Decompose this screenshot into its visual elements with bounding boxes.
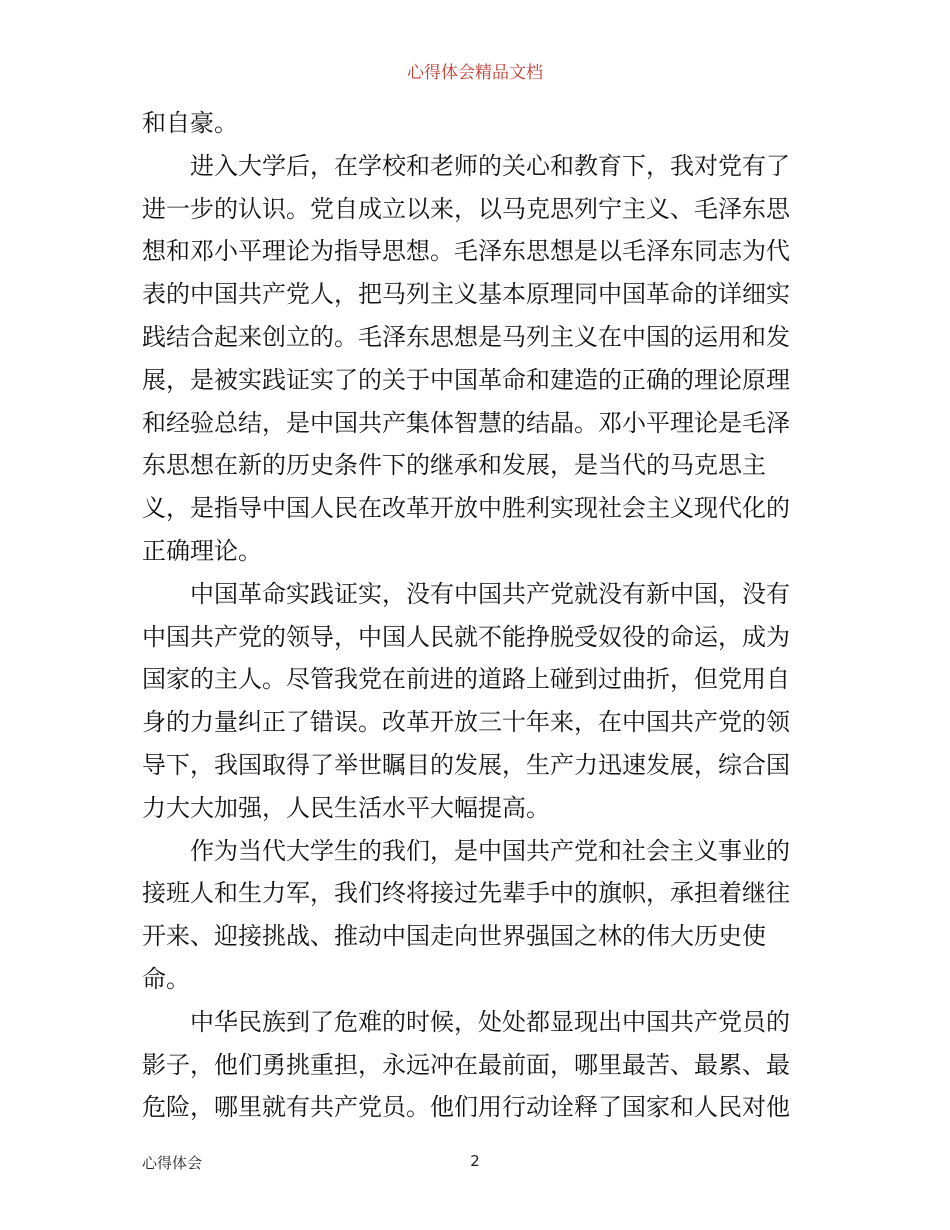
text-line: 危险，哪里就有共产党员。他们用行动诠释了国家和人民对他: [142, 1093, 790, 1122]
footer-label: 心得体会: [142, 1154, 203, 1172]
text-line: 作为当代大学生的我们，是中国共产党和社会主义事业的: [142, 836, 790, 865]
text-line: 影子，他们勇挑重担，永远冲在最前面，哪里最苦、最累、最: [142, 1050, 790, 1079]
text-line: 导下，我国取得了举世瞩目的发展，生产力迅速发展，综合国: [142, 750, 790, 779]
body-text: [142, 102, 812, 1129]
text-line: 想和邓小平理论为指导思想。毛泽东思想是以毛泽东同志为代: [142, 237, 790, 266]
text-line: 中国共产党的领导，中国人民就不能挣脱受奴役的命运，成为: [142, 622, 790, 651]
text-line: 开来、迎接挑战、推动中国走向世界强国之林的伟大历史使: [142, 922, 766, 951]
text-line: 表的中国共产党人，把马列主义基本原理同中国革命的详细实: [142, 280, 790, 309]
text-line: 中华民族到了危难的时候，处处都显现出中国共产党员的: [142, 1007, 790, 1036]
text-line: 接班人和生力军，我们终将接过先辈手中的旗帜，承担着继往: [142, 879, 790, 908]
text-line: 身的力量纠正了错误。改革开放三十年来，在中国共产党的领: [142, 708, 790, 737]
text-line: 展，是被实践证实了的关于中国革命和建造的正确的理论原理: [142, 365, 790, 394]
text-line: 中国革命实践证实，没有中国共产党就没有新中国，没有: [142, 579, 790, 608]
text-line: 和经验总结，是中国共产集体智慧的结晶。邓小平理论是毛泽: [142, 408, 790, 437]
text-line: 进入大学后，在学校和老师的关心和教育下，我对党有了: [142, 151, 790, 180]
text-line: 国家的主人。尽管我党在前进的道路上碰到过曲折，但党用自: [142, 665, 790, 694]
text-line: 践结合起来创立的。毛泽东思想是马列主义在中国的运用和发: [142, 322, 790, 351]
text-line: 义，是指导中国人民在改革开放中胜利实现社会主义现代化的: [142, 494, 790, 523]
text-line: 正确理论。: [142, 536, 262, 565]
text-line: 命。: [142, 964, 190, 993]
text-line: 和自豪。: [142, 109, 238, 137]
text-line: 东思想在新的历史条件下的继承和发展，是当代的马克思主: [142, 451, 766, 480]
text-line: 力大大加强，人民生活水平大幅提高。: [142, 793, 550, 822]
text-line: 进一步的认识。党自成立以来，以马克思列宁主义、毛泽东思: [142, 194, 790, 223]
header-title: 心得体会精品文档: [407, 63, 543, 83]
page-number: 2: [470, 1152, 480, 1170]
